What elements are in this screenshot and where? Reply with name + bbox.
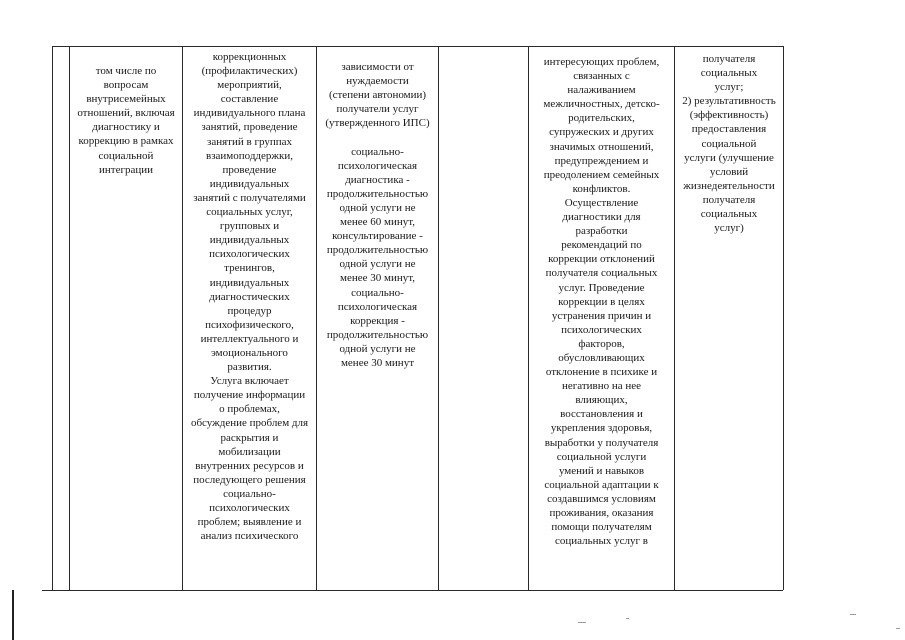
table-cell-quality-indicators: получателя социальных услуг; 2) результативность (эффективность) предоставления социальной услуги (улучшение условий жизнедеятельности получателя социальных услуг): [682, 53, 776, 235]
table-cell-service-standard: интересующих проблем, связанных с налаживанием межличностных, детско- родительских, супружеских и других значимых отношений, предупреждением и преодолением семейных конфликтов. Осуществление диагностики для разработки рекомендаций по коррекции отклонений получателя социальных услуг. Проведение коррекции в целях устранения причин и психологических факторов, обусловливающих отклонение в психике и негативно на нее влияющих, восстановления и укрепления здоровья, выработки у получателя социальной услуги умений и навыков социальной адаптации к создавшимся условиям проживания, оказания помощи получателям социальных услуг в: [543, 56, 660, 548]
scan-speck: [626, 618, 629, 619]
scan-edge-mark: [12, 590, 14, 640]
table-cell-empty: [439, 50, 528, 586]
table-cell-number: [53, 50, 69, 586]
scan-speck: [896, 628, 900, 629]
table-bottom-border: [42, 590, 783, 591]
scan-speck: [578, 622, 586, 623]
table-cell-service-description: коррекционных (профилактических) мероприятий, составление индивидуального плана занятий, проведение занятий в группах взаимоподдержки, проведение индивидуальных занятий с получателями социальных услуг, групповых и индивидуальных психологических тренингов, индивидуальных диагностических процедур психофизического, интеллектуального и эмоционального развития. Услуга включает получение информации о проблемах, обсуждение проблем для раскрытия и мобилизации внутренних ресурсов и последующего решения социально- психологических проблем; выявление и анализ психического: [190, 51, 309, 543]
table-right-border: [783, 46, 784, 590]
scan-speck: [850, 614, 856, 615]
table-cell-service-duration: зависимости от нуждаемости (степени автономии) получатели услуг (утвержденного ИПС) социально- психологическая диагностика - продолжительностью одной услуги не менее 60 минут, консультирование - продолжительностью одной услуги не менее 30 минут, социально- психологическая коррекция - продолжительностью одной услуги не менее 30 минут: [325, 61, 430, 369]
table-cell-service-name: том числе по вопросам внутрисемейных отношений, включая диагностику и коррекцию в рамках социальной интеграции: [77, 65, 175, 176]
